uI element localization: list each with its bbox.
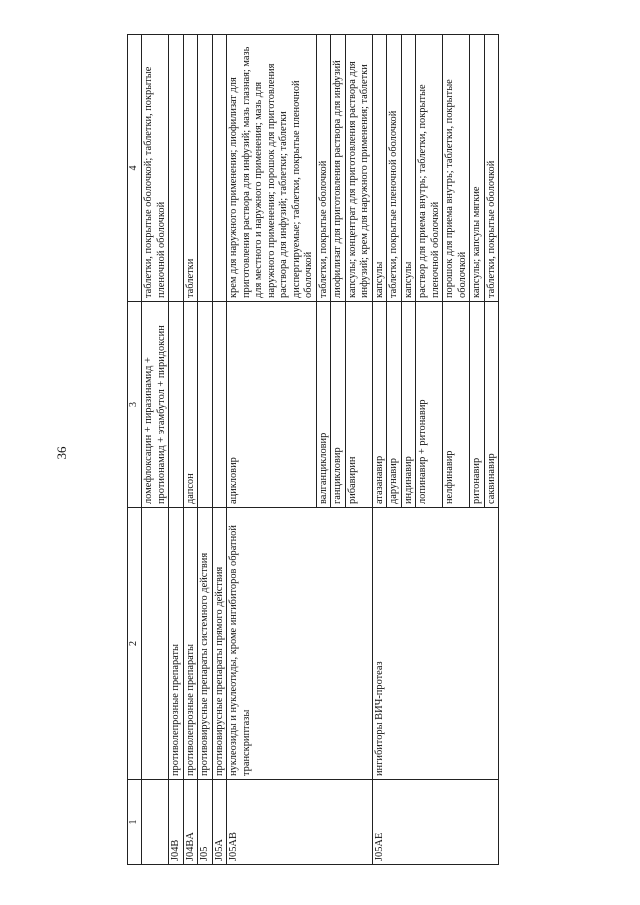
drug-cell: ацикловир bbox=[227, 302, 317, 508]
drug-cell bbox=[169, 302, 184, 508]
drug-list-table bbox=[127, 34, 499, 865]
page-number: 36 bbox=[54, 446, 69, 460]
table-row bbox=[198, 35, 213, 865]
group-cell bbox=[142, 508, 169, 780]
form-cell: таблетки, покрытые оболочкой bbox=[316, 35, 331, 302]
header-col-1: 1 bbox=[128, 780, 142, 865]
drug-cell: ганцикловир bbox=[331, 302, 346, 508]
table-row bbox=[169, 35, 184, 865]
form-cell: таблетки, покрытые оболочкой bbox=[484, 35, 499, 302]
form-cell: порошок для приема внутрь; таблетки, покрытые оболочкой bbox=[443, 35, 470, 302]
group-cell: нуклеозиды и нуклеотиды, кроме ингибиторов обратной транскриптазы bbox=[227, 508, 373, 780]
form-cell bbox=[169, 35, 184, 302]
header-col-2: 2 bbox=[128, 508, 142, 780]
drug-cell: индинавир bbox=[401, 302, 416, 508]
table-row bbox=[142, 35, 169, 865]
drug-cell: ритонавир bbox=[470, 302, 485, 508]
form-cell: раствор для приема внутрь; таблетки, покрытые пленочной оболочкой bbox=[416, 35, 443, 302]
table-row bbox=[183, 35, 198, 865]
drug-cell: ломефлоксацин + пиразинамид + протионамид + этамбутол + пиридоксин bbox=[142, 302, 169, 508]
drug-cell bbox=[212, 302, 227, 508]
form-cell: таблетки, покрытые оболочкой; таблетки, покрытые пленочной оболочкой bbox=[142, 35, 169, 302]
code-cell bbox=[142, 780, 169, 865]
drug-cell: нелфинавир bbox=[443, 302, 470, 508]
code-cell: J04BA bbox=[183, 780, 198, 865]
form-cell: капсулы bbox=[401, 35, 416, 302]
group-cell: противолепрозные препараты bbox=[183, 508, 198, 780]
form-cell: лиофилизат для приготовления раствора для инфузий bbox=[331, 35, 346, 302]
form-cell bbox=[198, 35, 213, 302]
drug-cell: атазанавир bbox=[372, 302, 387, 508]
code-cell: J05A bbox=[212, 780, 227, 865]
header-col-4: 4 bbox=[128, 35, 142, 302]
form-cell: капсулы; концентрат для приготовления раствора для инфузий; крем для наружного применения; таблетки bbox=[345, 35, 372, 302]
code-cell: J05 bbox=[198, 780, 213, 865]
table-row bbox=[227, 35, 317, 865]
rotated-table-container bbox=[127, 35, 597, 865]
code-cell: J05AB bbox=[227, 780, 373, 865]
group-cell: ингибиторы ВИЧ-протеаз bbox=[372, 508, 499, 780]
drug-cell: дапсон bbox=[183, 302, 198, 508]
header-col-3: 3 bbox=[128, 302, 142, 508]
group-cell: противовирусные препараты прямого действия bbox=[212, 508, 227, 780]
form-cell: крем для наружного применения; лиофилизат для приготовления раствора для инфузий; мазь глазная; мазь для местного и наружного применения; мазь для наружного применения; порошок для приготовления раствора для инфузий; таблетки; таблетки диспергируемые; таблетки, покрытые пленочной оболочкой bbox=[227, 35, 317, 302]
form-cell: капсулы; капсулы мягкие bbox=[470, 35, 485, 302]
drug-cell: лопинавир + ритонавир bbox=[416, 302, 443, 508]
drug-cell bbox=[198, 302, 213, 508]
drug-cell: дарунавир bbox=[387, 302, 402, 508]
form-cell bbox=[212, 35, 227, 302]
group-cell: противолепрозные препараты bbox=[169, 508, 184, 780]
code-cell: J04B bbox=[169, 780, 184, 865]
drug-cell: саквинавир bbox=[484, 302, 499, 508]
drug-cell: валганцикловир bbox=[316, 302, 331, 508]
form-cell: капсулы bbox=[372, 35, 387, 302]
group-cell: противовирусные препараты системного действия bbox=[198, 508, 213, 780]
form-cell: таблетки bbox=[183, 35, 198, 302]
header-row bbox=[128, 35, 142, 865]
drug-cell: рибавирин bbox=[345, 302, 372, 508]
table-row bbox=[212, 35, 227, 865]
form-cell: таблетки, покрытые пленочной оболочкой bbox=[387, 35, 402, 302]
code-cell: J05AE bbox=[372, 780, 499, 865]
table-row bbox=[372, 35, 387, 865]
